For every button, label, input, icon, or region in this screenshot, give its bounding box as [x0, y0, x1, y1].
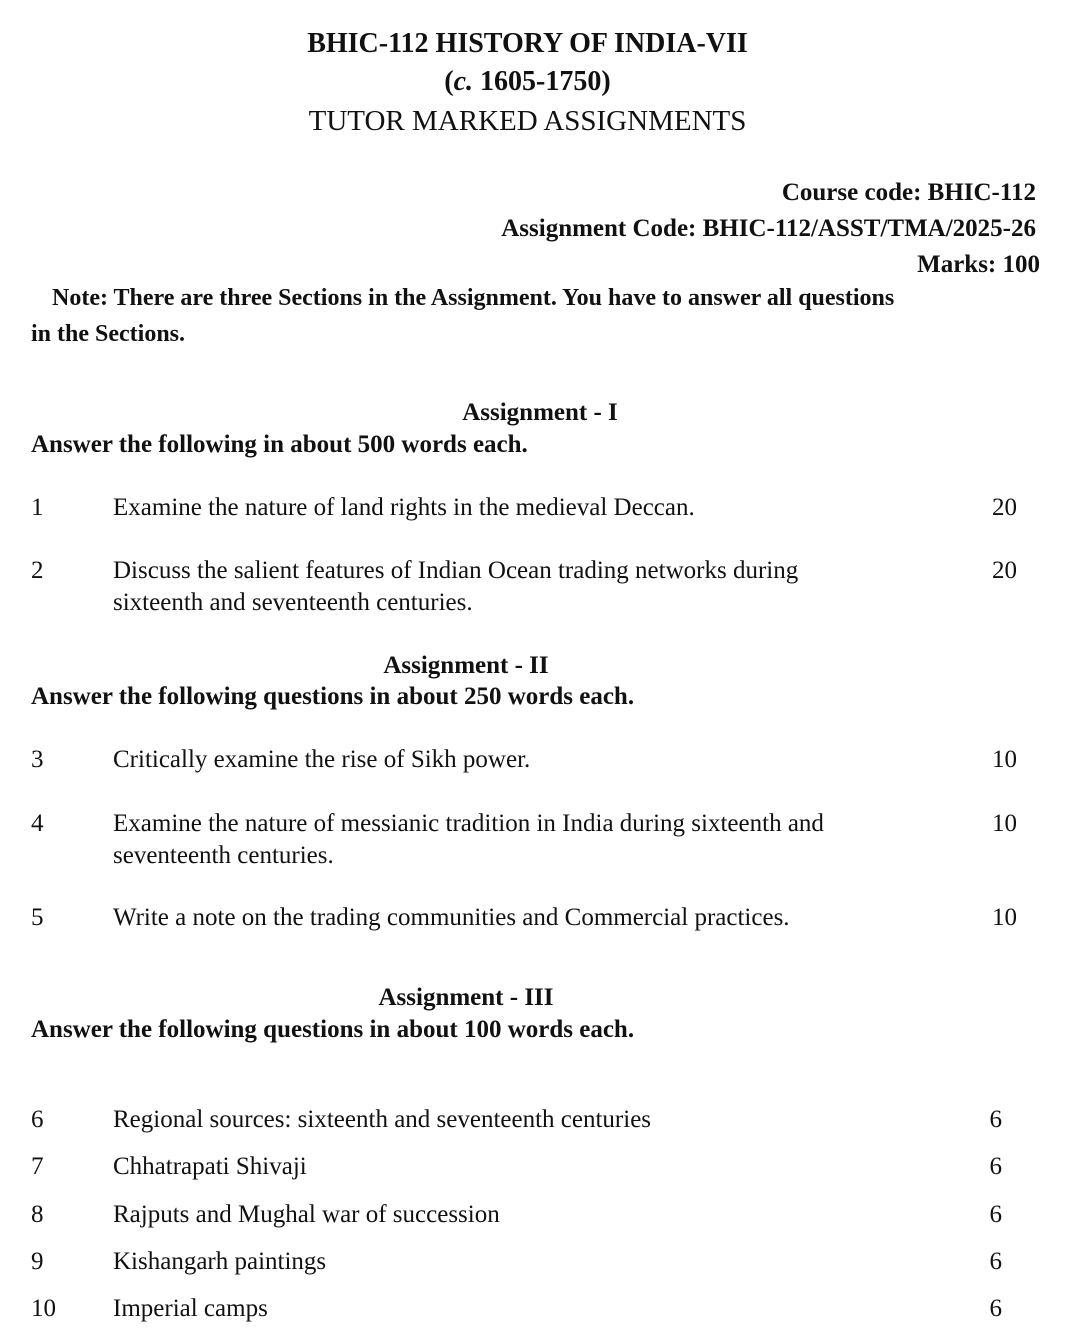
question-marks: 10: [992, 904, 1017, 931]
question-text: Critically examine the rise of Sikh power.: [113, 746, 531, 773]
question-number: 4: [31, 810, 44, 837]
question-number: 5: [31, 904, 44, 931]
question-text: Regional sources: sixteenth and seventeenth centuries: [113, 1106, 652, 1133]
note-line-1: Note: There are three Sections in the Assignment. You have to answer all questions: [52, 285, 895, 311]
question-text: Imperial camps: [113, 1295, 268, 1322]
question-text: Chhatrapati Shivaji: [113, 1153, 307, 1180]
period-circa: c.: [453, 66, 474, 97]
section-instruction-3: Answer the following questions in about 100 words each.: [31, 1016, 635, 1043]
document-subtitle: TUTOR MARKED ASSIGNMENTS: [308, 105, 747, 137]
total-marks: Marks: 100: [917, 251, 1040, 278]
question-number: 10: [31, 1295, 56, 1322]
question-number: 9: [31, 1248, 44, 1275]
course-title: BHIC-112 HISTORY OF INDIA-VII: [307, 28, 748, 59]
question-text: Write a note on the trading communities and Commercial practices.: [113, 904, 790, 931]
section-heading-1: Assignment - I: [462, 399, 618, 426]
question-number: 6: [31, 1106, 44, 1133]
question-text: Discuss the salient features of Indian Ocean trading networks during sixteenth and seventeenth centuries.: [113, 557, 799, 616]
section-heading-3: Assignment - III: [378, 984, 554, 1011]
section-heading-2: Assignment - II: [383, 652, 549, 679]
section-instruction-1: Answer the following in about 500 words each.: [31, 431, 528, 458]
question-marks: 20: [992, 494, 1017, 521]
note-line-2: in the Sections.: [31, 321, 186, 347]
question-marks: 6: [989, 1106, 1002, 1133]
question-marks: 6: [989, 1248, 1002, 1275]
question-number: 8: [31, 1201, 44, 1228]
question-marks: 6: [989, 1153, 1002, 1180]
question-text: Examine the nature of land rights in the medieval Deccan.: [113, 494, 695, 521]
period-open: (: [444, 66, 454, 97]
course-code: Course code: BHIC-112: [781, 179, 1036, 206]
assignment-code: Assignment Code: BHIC-112/ASST/TMA/2025-26: [501, 215, 1036, 242]
question-number: 2: [31, 557, 44, 584]
question-marks: 20: [992, 557, 1017, 584]
course-period: [0, 65, 1055, 99]
question-number: 3: [31, 746, 44, 773]
period-range: 1605-1750): [473, 66, 611, 97]
question-text: Examine the nature of messianic tradition in India during sixteenth and seventeenth centuries.: [113, 810, 824, 869]
question-text: Kishangarh paintings: [113, 1248, 327, 1275]
question-text: Rajputs and Mughal war of succession: [113, 1201, 500, 1228]
question-marks: 6: [989, 1201, 1002, 1228]
section-instruction-2: Answer the following questions in about 250 words each.: [31, 683, 635, 710]
question-marks: 6: [989, 1295, 1002, 1322]
question-number: 7: [31, 1153, 44, 1180]
question-marks: 10: [992, 810, 1017, 837]
question-number: 1: [31, 494, 44, 521]
question-marks: 10: [992, 746, 1017, 773]
